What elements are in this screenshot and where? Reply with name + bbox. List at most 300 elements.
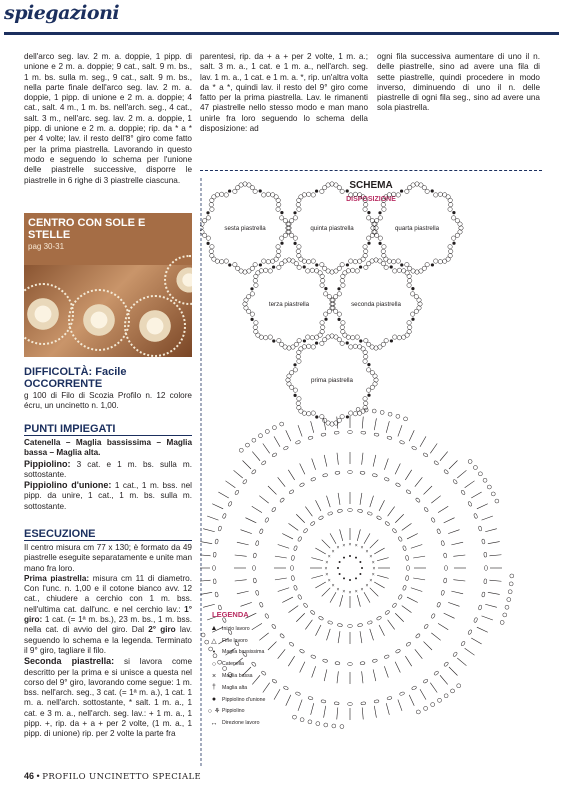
double-crochet-stitch xyxy=(377,575,389,578)
chain-stitch xyxy=(374,433,379,437)
double-crochet-stitch xyxy=(448,602,459,606)
single-crochet-stitch: × xyxy=(336,586,340,593)
chain-icon: ○ xyxy=(211,660,217,668)
chain-stitch xyxy=(277,202,281,206)
picot xyxy=(503,613,507,617)
layout-title: DISPOSIZIONE xyxy=(346,196,396,203)
chain-stitch xyxy=(293,368,297,372)
chain-stitch xyxy=(382,245,386,249)
picot xyxy=(324,723,328,727)
chain-stitch xyxy=(434,193,438,197)
chain-stitch xyxy=(210,245,214,249)
chain-stitch xyxy=(271,507,276,513)
double-crochet-stitch xyxy=(482,516,493,520)
chain-stitch xyxy=(353,412,357,416)
double-crochet-stitch xyxy=(300,662,305,673)
chain-stitch xyxy=(410,292,414,296)
picot xyxy=(487,485,491,489)
chain-stitch xyxy=(306,344,310,348)
double-crochet-stitch xyxy=(431,633,440,640)
chain-stitch xyxy=(341,321,345,325)
single-crochet-stitch: × xyxy=(327,578,331,584)
single-crochet-stitch: × xyxy=(365,582,369,589)
double-crochet-stitch xyxy=(305,507,312,517)
double-crochet-stitch xyxy=(370,588,378,596)
chain-stitch xyxy=(293,585,297,590)
chain-stitch xyxy=(253,325,257,329)
picot xyxy=(265,429,269,433)
double-crochet-stitch xyxy=(200,555,211,556)
chain-stitch xyxy=(303,603,308,608)
chain-stitch xyxy=(202,218,206,222)
double-crochet-stitch xyxy=(488,542,500,544)
double-crochet-stitch xyxy=(379,500,384,511)
single-crochet-stitch: × xyxy=(360,545,364,552)
chain-stitch xyxy=(348,509,353,512)
double-crochet-stitch xyxy=(407,533,418,538)
first-tile-instructions xyxy=(24,574,192,656)
chain-stitch xyxy=(341,283,345,287)
chain-stitch xyxy=(393,335,397,339)
legend-label: Maglia bassissima xyxy=(222,649,265,656)
chain-stitch xyxy=(297,405,301,409)
picot xyxy=(308,720,312,724)
chain-stitch xyxy=(276,245,280,249)
chain-stitch xyxy=(320,321,324,325)
chain-stitch xyxy=(473,513,477,519)
joining-picot xyxy=(337,287,340,290)
picot xyxy=(316,722,320,726)
double-crochet-stitch xyxy=(322,588,330,596)
picot xyxy=(468,459,472,463)
chain-stitch xyxy=(210,207,214,211)
chain-stitch xyxy=(364,401,368,405)
joining-picot xyxy=(390,339,393,342)
chain-stitch xyxy=(311,477,317,481)
chain-stitch xyxy=(367,511,372,515)
double-crochet-stitch xyxy=(259,496,268,503)
chain-stitch xyxy=(340,341,344,345)
chain-stitch xyxy=(250,312,254,316)
chain-stitch xyxy=(405,555,409,560)
chain-stitch xyxy=(277,249,281,253)
chain-stitch xyxy=(209,202,213,206)
double-crochet-stitch xyxy=(388,620,395,630)
joining-picot xyxy=(431,263,434,266)
single-crochet-stitch: × xyxy=(369,578,373,584)
double-crochet-stitch xyxy=(384,459,388,470)
chain-stitch xyxy=(473,617,477,623)
chain-stitch xyxy=(408,325,412,329)
joining-picot xyxy=(315,189,318,192)
double-crochet-stitch xyxy=(243,461,251,469)
double-crochet-stitch xyxy=(430,683,437,693)
double-crochet-stitch xyxy=(449,667,457,675)
chain-stitch xyxy=(363,207,367,211)
chain-stitch xyxy=(366,368,370,372)
chain-stitch xyxy=(482,592,486,597)
chain-stitch xyxy=(306,335,310,339)
single-crochet-stitch: × xyxy=(371,572,375,579)
slip-stitch-icon: • xyxy=(212,648,216,656)
chain-stitch xyxy=(224,259,228,263)
chain-stitch xyxy=(407,274,411,278)
chain-stitch xyxy=(396,259,400,263)
double-crochet-stitch xyxy=(415,649,422,658)
double-crochet-stitch xyxy=(275,578,287,580)
chain-stitch xyxy=(291,575,295,580)
chain-stitch xyxy=(392,603,397,608)
chain-stitch xyxy=(327,511,332,515)
chain-stitch xyxy=(378,236,382,240)
double-crochet-stitch xyxy=(405,656,411,666)
chain-stitch xyxy=(321,433,326,437)
chain-stitch xyxy=(320,341,324,345)
chain-stitch xyxy=(303,528,308,533)
joining-picot xyxy=(324,287,327,290)
chain-stitch xyxy=(415,497,420,502)
chain-stitch xyxy=(310,268,314,272)
chain-stitch xyxy=(235,266,239,270)
chain-stitch xyxy=(381,202,385,206)
joining-picot xyxy=(293,242,296,245)
schema-rule xyxy=(200,170,542,171)
chain-stitch xyxy=(323,312,327,316)
chain-stitch xyxy=(297,594,302,600)
joining-picot xyxy=(324,318,327,321)
tile-label-6: sesta piastrella xyxy=(224,225,266,232)
materials-heading: OCCORRENTE xyxy=(24,378,103,390)
stitches-list: Catenella – Maglia bassissima – Maglia bassa – Maglia alta. xyxy=(24,438,192,458)
chain-stitch xyxy=(360,471,365,474)
chain-stitch xyxy=(366,342,370,346)
column-3-text: ogni fila successiva aumentare di uno il n. delle piastrelle, sino ad avere una fila di sette piastrelle, quindi procedere in modo inverso, diminuendo di uno il n. delle piastrelle di ogni fila seg., sino ad avere una sola piastrella. xyxy=(377,52,540,113)
chain-stitch xyxy=(451,216,455,220)
double-crochet-stitch xyxy=(477,504,488,509)
double-crochet-stitch xyxy=(471,492,481,498)
chain-stitch xyxy=(363,198,367,202)
joining-picot xyxy=(303,339,306,342)
chain-stitch xyxy=(276,207,280,211)
picot xyxy=(438,698,442,702)
page-header xyxy=(0,0,563,44)
project-promo-box xyxy=(24,213,192,357)
single-crochet-stitch: × xyxy=(371,559,375,566)
chain-stitch xyxy=(442,259,446,263)
slip-stitch xyxy=(337,567,339,569)
instructions-heading: ESECUZIONE xyxy=(24,528,96,540)
chain-stitch xyxy=(387,193,391,197)
chain-stitch xyxy=(219,192,223,196)
double-crochet-stitch xyxy=(278,588,289,592)
double-crochet-stitch xyxy=(312,459,316,470)
single-crochet-stitch: × xyxy=(325,559,329,566)
chain-stitch xyxy=(308,436,313,440)
pippiolino-unione-def xyxy=(24,480,192,512)
chain-stitch xyxy=(215,193,219,197)
difficulty-label: DIFFICOLTÀ: xyxy=(24,366,93,378)
text-column-1 xyxy=(24,52,192,186)
double-crochet-stitch xyxy=(360,631,362,643)
chain-stitch xyxy=(391,192,395,196)
single-crochet-stitch: × xyxy=(325,572,329,579)
chain-stitch xyxy=(255,590,259,595)
double-crochet-stitch xyxy=(415,477,422,486)
double-crochet-stitch xyxy=(200,592,212,594)
chain-stitch xyxy=(395,482,401,487)
stitch-round xyxy=(310,528,390,608)
chain-stitch xyxy=(415,633,420,638)
chain-stitch xyxy=(206,216,210,220)
joining-picot xyxy=(378,211,381,214)
joining-picot xyxy=(315,415,318,418)
chain-stitch xyxy=(453,652,458,657)
chain-stitch xyxy=(295,691,301,695)
legend-label: Maglia bassa xyxy=(222,673,253,680)
chain-stitch xyxy=(366,236,370,240)
chain-stitch xyxy=(322,659,327,663)
double-crochet-stitch xyxy=(398,425,402,436)
chain-stitch xyxy=(254,321,258,325)
double-crochet-stitch xyxy=(438,623,448,629)
chain-stitch xyxy=(431,613,436,619)
chain-stitch xyxy=(297,253,301,257)
double-crochet-stitch xyxy=(370,496,374,507)
legend-item xyxy=(206,670,296,682)
chain-stitch xyxy=(321,278,325,282)
legend-item xyxy=(206,682,296,694)
double-crochet-stitch xyxy=(384,666,388,677)
chain-stitch xyxy=(279,236,283,240)
picot xyxy=(451,689,455,693)
chain-stitch xyxy=(384,338,388,342)
chain-stitch xyxy=(405,189,409,193)
doily-image xyxy=(124,295,186,357)
double-crochet-stitch xyxy=(218,492,228,498)
picot xyxy=(300,718,304,722)
double-crochet-stitch xyxy=(212,504,223,509)
double-crochet-stitch xyxy=(235,580,247,581)
joining-picot-icon: ● xyxy=(211,696,217,704)
single-crochet-icon: × xyxy=(211,672,217,680)
chain-stitch xyxy=(291,555,295,560)
chain-stitch xyxy=(340,262,344,266)
picot xyxy=(500,620,504,624)
double-crochet-stitch xyxy=(234,470,243,478)
chain-stitch xyxy=(253,189,257,193)
chain-stitch xyxy=(391,260,395,264)
chain-stitch xyxy=(299,482,305,487)
legend-item xyxy=(206,647,296,659)
double-crochet-stitch xyxy=(282,597,293,602)
chain-stitch xyxy=(296,202,300,206)
chain-stitch xyxy=(320,274,324,278)
double-crochet-stitch xyxy=(413,578,425,580)
picot xyxy=(444,694,448,698)
chain-stitch xyxy=(484,552,487,557)
double-crochet-stitch xyxy=(324,706,326,718)
double-crochet-stitch xyxy=(315,548,325,554)
instructions-intro: Il centro misura cm 77 x 130; è formato da 49 piastrelle eseguite separatamente e unite man mano fra loro. xyxy=(24,543,192,573)
slip-stitch xyxy=(349,579,351,581)
double-crochet-stitch xyxy=(398,700,402,711)
chain-stitch xyxy=(353,344,357,348)
project-title: CENTRO CON SOLE E STELLE xyxy=(28,217,146,241)
chain-stitch xyxy=(334,702,339,705)
chain-stitch xyxy=(424,624,429,630)
tile-label-3: terza piastrella xyxy=(268,301,310,308)
section-title: spiegazioni xyxy=(4,2,120,24)
chain-stitch xyxy=(222,513,226,519)
chain-stitch xyxy=(484,579,487,584)
chain-stitch xyxy=(206,236,210,240)
chain-stitch xyxy=(254,329,258,333)
chain-stitch xyxy=(266,192,270,196)
chain-stitch xyxy=(378,216,382,220)
joining-picot xyxy=(293,211,296,214)
chain-stitch xyxy=(374,218,378,222)
tile-label-1: prima piastrella xyxy=(311,377,353,384)
double-crochet-stitch xyxy=(374,706,376,718)
double-crochet-stitch xyxy=(411,588,422,592)
double-crochet-stitch xyxy=(402,606,412,613)
single-crochet-stitch: × xyxy=(348,590,352,596)
chain-stitch xyxy=(253,553,256,558)
double-crochet-stitch xyxy=(395,463,400,474)
double-crochet-stitch xyxy=(203,529,215,532)
chain-stitch xyxy=(436,602,440,608)
chain-stitch xyxy=(423,679,429,684)
pippiolino-unione-label: Pippiolino d'unione: xyxy=(24,480,112,491)
double-crochet-stitch xyxy=(282,533,293,538)
header-rule xyxy=(4,32,559,35)
chain-stitch xyxy=(355,335,359,339)
double-crochet-stitch xyxy=(286,430,291,441)
round-1-text: 1 cat. (= 1ª m. bs.), 23 m. bs., 1 m. bss. nella cat. di avvio del giro. Dal xyxy=(24,615,192,635)
double-crochet-stitch xyxy=(409,695,414,706)
double-crochet-stitch xyxy=(449,461,457,469)
chain-stitch xyxy=(398,594,403,600)
chain-stitch xyxy=(314,335,318,339)
chain-stitch xyxy=(246,294,250,298)
chain-stitch xyxy=(398,536,403,542)
double-crochet-stitch xyxy=(444,518,455,523)
double-crochet-stitch xyxy=(207,516,218,520)
double-crochet-stitch xyxy=(200,542,212,544)
chain-stitch xyxy=(310,610,315,615)
legend-item xyxy=(206,717,296,729)
chain-stitch xyxy=(445,566,448,571)
chain-stitch xyxy=(411,686,417,691)
legend-item xyxy=(206,694,296,706)
double-crochet-stitch xyxy=(485,529,497,532)
chain-stitch xyxy=(297,265,301,269)
double-crochet-stitch xyxy=(373,669,376,681)
chain-stitch xyxy=(406,489,412,494)
chain-stitch xyxy=(366,388,370,392)
double-crochet-stitch xyxy=(402,523,412,530)
chain-stitch xyxy=(253,578,256,583)
double-crochet-stitch xyxy=(420,689,426,699)
double-crochet-stitch xyxy=(374,582,384,588)
chain-stitch xyxy=(355,269,359,273)
single-crochet-stitch: × xyxy=(331,582,335,589)
chain-stitch xyxy=(349,193,353,197)
materials-text: g 100 di Filo di Scozia Profilo n. 12 colore écru, un uncinetto n. 1,00. xyxy=(24,391,192,411)
page-footer xyxy=(24,771,201,782)
chain-stitch xyxy=(341,329,345,333)
difficulty-heading xyxy=(24,366,126,378)
double-crochet-stitch xyxy=(327,629,331,640)
joining-picot xyxy=(272,265,275,268)
chain-stitch xyxy=(405,262,409,266)
chain-stitch xyxy=(376,515,382,520)
column-1-text: dell'arco seg. lav. 2 m. a. doppie, 1 pipp. di unione e 2 m. a. doppie; 9 cat., salt. 9 m. bs., 1 m. bs. sulla m. seg., 9 cat., salt. 9 m. bs., nella parte finale dell'arco seg. lav. 2 m. a. doppie, 1 pipp. di unione e 2 m. a. doppie; 4 cat., salt. 4 m., 1 m. bs. nell'arch. seg., 4 cat., salt. 3 m., nell'arc. seg. lav. 2 m. a. doppie, 1 pipp. di unione e 2 m. a. doppie; rip. da * a * per 4 volte; lav. il resto dell'8° giro come fatto per la prima piastrella. Lavorando in questo modo e seguendo lo schema per l'unione delle piastrelle successive, disporre le piastrelle in 6 righe di 3 piastrelle ciascuna. xyxy=(24,52,192,185)
single-crochet-stitch: × xyxy=(354,542,358,549)
legend-label: Pippiolino xyxy=(222,708,245,715)
picot xyxy=(252,438,256,442)
legend-item xyxy=(206,635,296,647)
slip-stitch xyxy=(339,561,341,563)
double-crochet-stitch xyxy=(471,638,481,644)
start-icon: ▲ xyxy=(210,625,218,633)
stitch-round xyxy=(274,492,426,644)
double-crochet-stitch xyxy=(374,418,376,430)
chain-stitch xyxy=(407,321,411,325)
stitch-round xyxy=(291,509,410,628)
chain-stitch xyxy=(311,193,315,197)
picot xyxy=(431,703,435,707)
single-crochet-stitch: × xyxy=(324,566,328,572)
difficulty-value: Facile xyxy=(95,366,127,378)
chain-stitch xyxy=(242,479,247,484)
promo-header xyxy=(24,213,192,265)
double-crochet-stitch xyxy=(278,477,285,486)
chain-stitch xyxy=(333,294,337,298)
single-crochet-stitch: × xyxy=(348,542,352,548)
chain-stitch xyxy=(268,269,272,273)
joining-picot xyxy=(390,265,393,268)
chain-stitch xyxy=(424,507,429,513)
chain-stitch xyxy=(353,192,357,196)
chain-stitch xyxy=(381,261,385,265)
picot xyxy=(332,724,336,728)
chain-stitch xyxy=(276,198,280,202)
chain-stitch xyxy=(266,260,270,264)
chain-stitch xyxy=(255,540,259,545)
chain-stitch xyxy=(337,337,341,341)
joining-picot xyxy=(367,394,370,397)
chain-stitch xyxy=(259,529,263,535)
picot xyxy=(258,434,262,438)
joining-picot xyxy=(272,339,275,342)
double-crochet-stitch xyxy=(407,597,418,602)
double-crochet-stitch xyxy=(373,455,376,467)
pippiolino-unione-text: 1 cat., 1 m. bss. nel pipp. da unire, 1 cat., 1 m. bs. sulla m. sottostante. xyxy=(24,481,193,511)
single-crochet-stitch: × xyxy=(336,545,340,552)
project-photo xyxy=(24,265,192,357)
chain-stitch xyxy=(451,236,455,240)
chain-stitch xyxy=(357,509,362,513)
joining-picot xyxy=(359,339,362,342)
double-crochet-stitch xyxy=(275,556,287,558)
double-crochet-stitch xyxy=(413,556,425,558)
chain-stitch xyxy=(393,269,397,273)
legend-item xyxy=(206,623,296,635)
page-number: 46 xyxy=(24,771,35,781)
chain-stitch xyxy=(363,359,367,363)
legend-list xyxy=(206,623,296,729)
